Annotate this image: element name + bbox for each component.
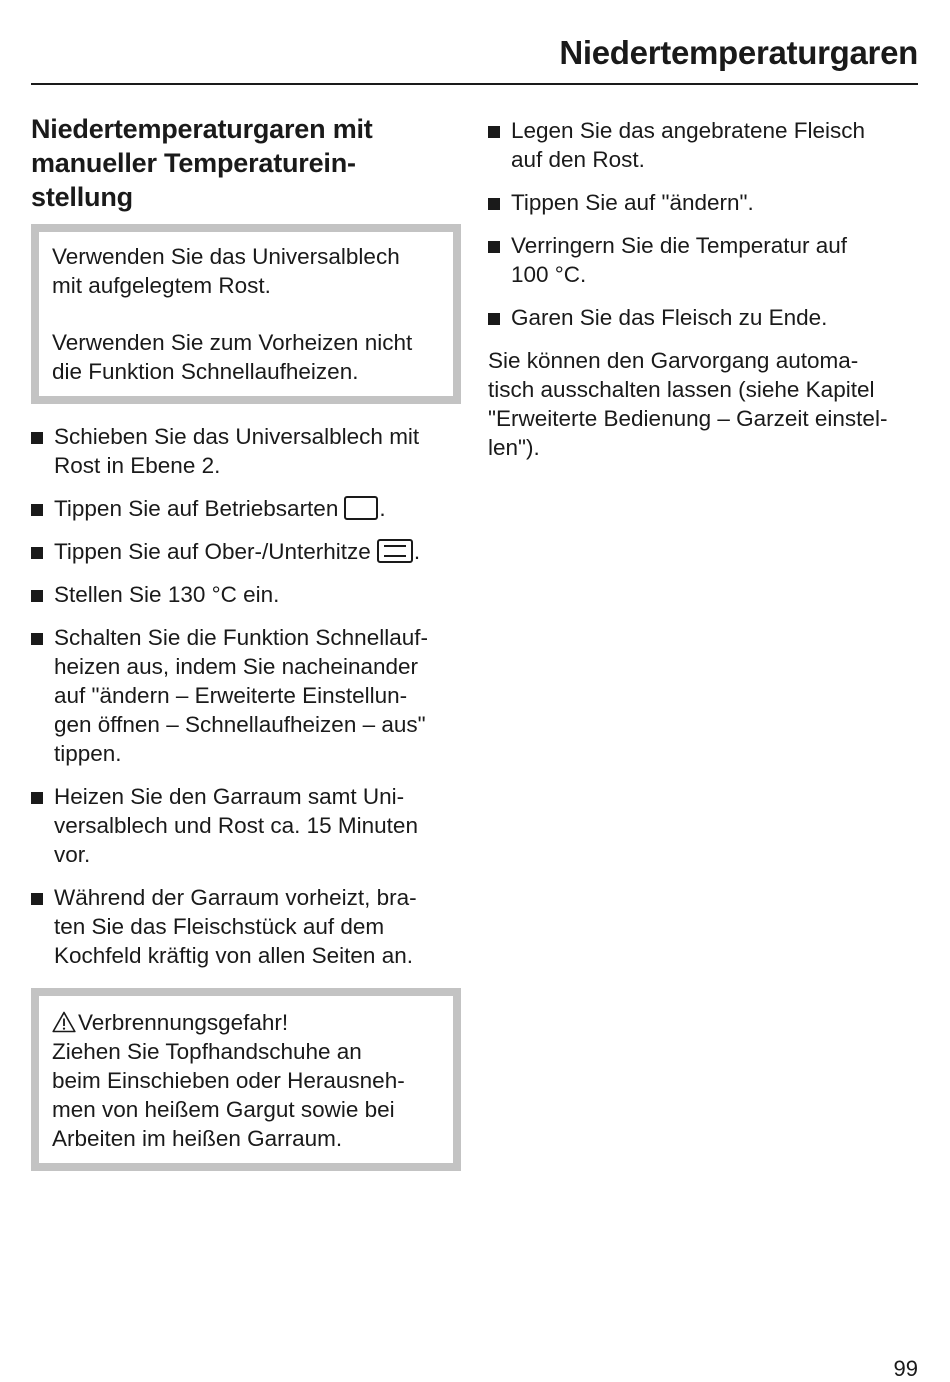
- operating-modes-icon: [344, 496, 378, 520]
- step-item: [488, 188, 918, 217]
- step-item: [488, 231, 918, 289]
- step-item: [31, 422, 461, 480]
- bullet-square-icon: [488, 313, 500, 325]
- step-item: [31, 623, 461, 768]
- note-line: Verwenden Sie zum Vorheizen nicht: [52, 330, 413, 355]
- warning-line: Arbeiten im heißen Garraum.: [52, 1126, 343, 1151]
- paragraph-line: tisch ausschalten lassen (siehe Kapitel: [488, 377, 875, 402]
- warning-title: Verbrennungsgefahr!: [78, 1010, 289, 1035]
- step-line: Garen Sie das Fleisch zu Ende.: [511, 305, 828, 330]
- step-line: heizen aus, indem Sie nacheinander: [54, 654, 418, 679]
- step-line: Tippen Sie auf Ober-/Unterhitze: [54, 539, 371, 564]
- step-line: Tippen Sie auf Betriebsarten: [54, 496, 339, 521]
- step-line: Heizen Sie den Garraum samt Uni-: [54, 784, 405, 809]
- bullet-square-icon: [31, 547, 43, 559]
- step-line: Während der Garraum vorheizt, bra-: [54, 885, 417, 910]
- step-line: Kochfeld kräftig von allen Seiten an.: [54, 943, 413, 968]
- step-line: Rost in Ebene 2.: [54, 453, 221, 478]
- step-line: auf "ändern – Erweiterte Einstellun-: [54, 683, 408, 708]
- step-item: [31, 494, 461, 523]
- warning-box: [31, 988, 461, 1171]
- step-suffix: .: [379, 496, 386, 521]
- note-line: mit aufgelegtem Rost.: [52, 273, 271, 298]
- warning-paragraph: [52, 1008, 441, 1153]
- left-column: [31, 112, 461, 1189]
- section-heading-line: stellung: [31, 182, 133, 212]
- page-number: 99: [893, 1356, 918, 1381]
- step-item: [31, 883, 461, 970]
- note-line: die Funktion Schnellaufheizen.: [52, 359, 359, 384]
- step-line: gen öffnen – Schnellaufheizen – aus": [54, 712, 426, 737]
- step-suffix: .: [413, 539, 421, 564]
- bullet-square-icon: [31, 590, 43, 602]
- step-line: Verringern Sie die Temperatur auf: [511, 233, 848, 258]
- top-bottom-heat-icon: [377, 539, 413, 563]
- paragraph-line: "Erweiterte Bedienung – Garzeit einstel-: [488, 406, 888, 431]
- page-header-title: Niedertemperaturgaren: [559, 34, 918, 71]
- section-heading: [31, 112, 461, 214]
- bullet-square-icon: [31, 792, 43, 804]
- step-line: Legen Sie das angebratene Fleisch: [511, 118, 866, 143]
- bullet-square-icon: [31, 504, 43, 516]
- bullet-square-icon: [31, 432, 43, 444]
- step-line: ten Sie das Fleischstück auf dem: [54, 914, 385, 939]
- warning-triangle-icon: [52, 1011, 76, 1033]
- step-line: Tippen Sie auf "ändern".: [511, 190, 754, 215]
- section-heading-line: manueller Temperaturein-: [31, 148, 356, 178]
- step-line: Stellen Sie 130 °C ein.: [54, 582, 280, 607]
- step-item: [31, 580, 461, 609]
- bullet-square-icon: [31, 893, 43, 905]
- bullet-square-icon: [488, 198, 500, 210]
- warning-line: men von heißem Gargut sowie bei: [52, 1097, 395, 1122]
- bullet-square-icon: [488, 126, 500, 138]
- right-column: [488, 116, 918, 462]
- step-line: Schieben Sie das Universalblech mit: [54, 424, 420, 449]
- step-line: vor.: [54, 842, 91, 867]
- header-divider: [31, 83, 918, 85]
- bullet-square-icon: [488, 241, 500, 253]
- warning-line: Ziehen Sie Topfhandschuhe an: [52, 1039, 362, 1064]
- note-box: [31, 224, 461, 404]
- warning-line: beim Einschieben oder Herausneh-: [52, 1068, 405, 1093]
- steps-list-left: [31, 422, 461, 970]
- step-item: [488, 116, 918, 174]
- note-paragraph: [52, 328, 441, 386]
- step-line: auf den Rost.: [511, 147, 645, 172]
- body-paragraph: [488, 346, 918, 462]
- step-item: [31, 537, 461, 566]
- step-line: tippen.: [54, 741, 122, 766]
- section-heading-line: Niedertemperaturgaren mit: [31, 114, 373, 144]
- step-line: 100 °C.: [511, 262, 587, 287]
- step-line: Schalten Sie die Funktion Schnellauf-: [54, 625, 428, 650]
- bullet-square-icon: [31, 633, 43, 645]
- step-line: versalblech und Rost ca. 15 Minuten: [54, 813, 418, 838]
- step-item: [488, 303, 918, 332]
- paragraph-line: Sie können den Garvorgang automa-: [488, 348, 859, 373]
- note-line: Verwenden Sie das Universalblech: [52, 244, 400, 269]
- step-item: [31, 782, 461, 869]
- paragraph-line: len").: [488, 435, 540, 460]
- note-paragraph: [52, 242, 441, 300]
- steps-list-right: [488, 116, 918, 332]
